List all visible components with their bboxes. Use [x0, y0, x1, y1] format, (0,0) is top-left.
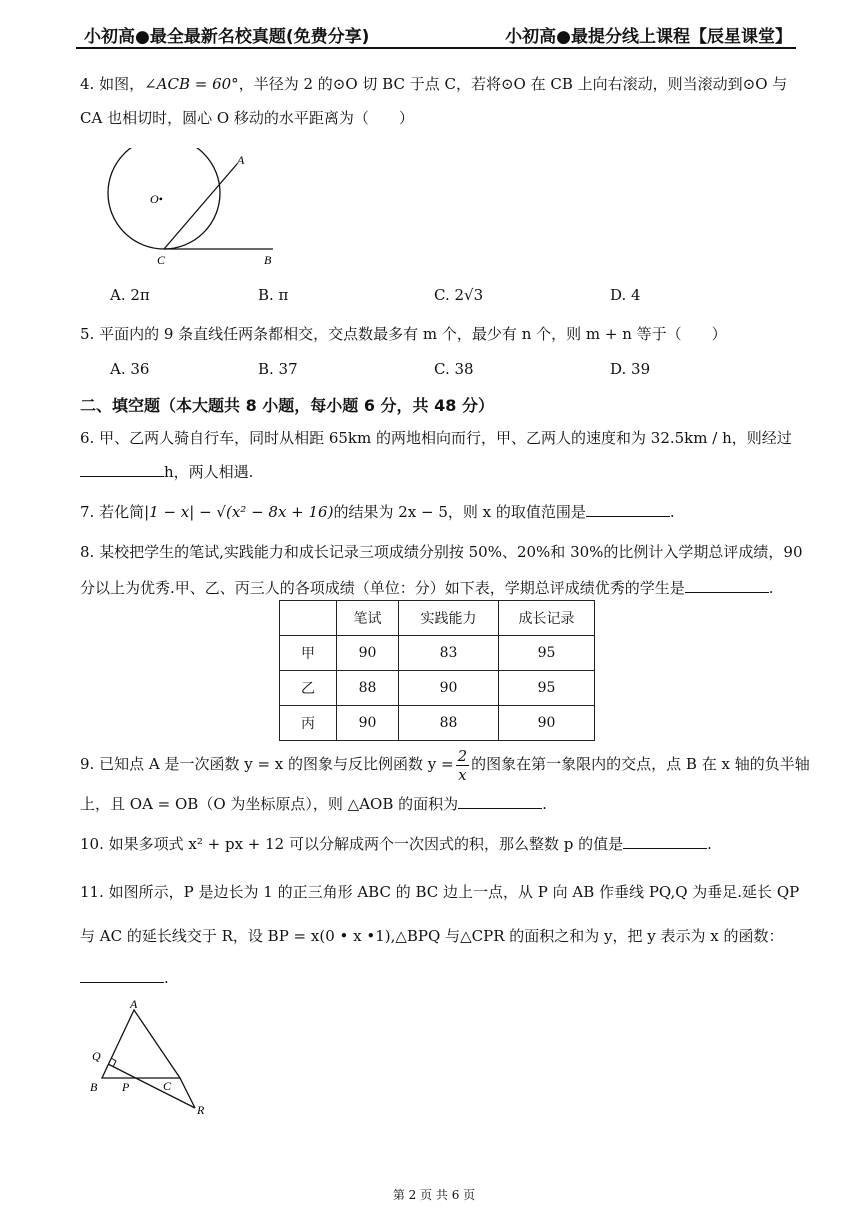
q4-line1-rest: ，半径为 2 的⊙O 切 BC 于点 C，若将⊙O 在 CB 上向右滚动，则当滚动到⊙O 与 — [238, 75, 788, 93]
q9-line1 — [80, 744, 810, 784]
q11-line1: 11. 如图所示，P 是边长为 1 的正三角形 ABC 的 BC 边上一点，从 P 向 AB 作垂线 PQ,Q 为垂足.延长 QP — [80, 883, 800, 901]
q11-line3 — [80, 968, 169, 988]
q4-label-o: O• — [150, 192, 163, 206]
q9-line2-end: . — [542, 795, 547, 813]
table-row — [280, 636, 595, 671]
q10-line — [80, 834, 712, 854]
q4-figure — [100, 148, 300, 272]
q4-option-a: A. 2π — [110, 286, 150, 304]
table-row — [280, 706, 595, 741]
q8-line2-text: 分以上为优秀.甲、乙、丙三人的各项成绩（单位：分）如下表，学期总评成绩优秀的学生是 — [80, 579, 685, 597]
q11-line2: 与 AC 的延长线交于 R，设 BP = x(0 • x •1),△BPQ 与△CPR 的面积之和为 y，把 y 表示为 x 的函数： — [80, 927, 784, 945]
table-header-cell: 实践能力 — [399, 601, 499, 636]
q11-line3-end: . — [164, 969, 169, 987]
q5-text: 5. 平面内的 9 条直线任两条都相交，交点数最多有 m 个，最少有 n 个，则 m + n 等于（ ） — [80, 325, 727, 343]
q11-label-p: P — [122, 1080, 130, 1094]
table-cell: 95 — [499, 636, 595, 671]
q7-answer-blank[interactable] — [586, 502, 670, 517]
q4-label-b: B — [264, 253, 272, 267]
q4-line2: CA 也相切时，圆心 O 移动的水平距离为（ ） — [80, 109, 414, 127]
q11-answer-blank[interactable] — [80, 968, 164, 983]
q4-circle — [108, 148, 220, 249]
q7-text-start: 7. 若化简 — [80, 503, 145, 521]
page-footer: 第 2 页 共 6 页 — [392, 1188, 476, 1202]
q8-line2-end: . — [768, 579, 774, 597]
section-title: 二、填空题（本大题共 8 小题，每小题 6 分，共 48 分） — [80, 396, 494, 415]
header-divider — [76, 47, 796, 49]
q6-answer-blank[interactable] — [80, 462, 164, 477]
q5-option-b: B. 37 — [258, 360, 298, 378]
q6-line1: 6. 甲、乙两人骑自行车，同时从相距 65km 的两地相向而行，甲、乙两人的速度和为 32.5km / h，则经过 — [80, 429, 792, 447]
table-header-row — [280, 601, 595, 636]
q9-fraction-denominator: x — [458, 765, 467, 784]
q11-label-a: A — [130, 998, 138, 1011]
q4-label-c: C — [157, 253, 166, 267]
table-cell: 88 — [337, 671, 399, 706]
q5-option-d: D. 39 — [610, 360, 651, 378]
q11-label-b: B — [90, 1080, 98, 1094]
q11-label-c: C — [163, 1079, 172, 1093]
header-right: 小初高●最提分线上课程【辰星课堂】 — [505, 27, 792, 47]
q9-line2 — [80, 794, 547, 814]
q6-line2 — [80, 462, 253, 482]
q9-answer-blank[interactable] — [458, 794, 542, 809]
q8-answer-blank[interactable] — [685, 578, 769, 593]
table-cell: 90 — [499, 706, 595, 741]
q4-option-d: D. 4 — [610, 286, 641, 304]
table-cell: 83 — [399, 636, 499, 671]
header-left: 小初高●最全最新名校真题(免费分享) — [84, 27, 370, 47]
q10-text: 10. 如果多项式 x² + px + 12 可以分解成两个一次因式的积，那么整数 p 的值是 — [80, 835, 624, 853]
q9-fraction — [456, 747, 470, 784]
q9-fraction-numerator: 2 — [457, 746, 468, 765]
table-row — [280, 671, 595, 706]
q4-line1 — [80, 74, 787, 94]
table-cell: 90 — [337, 636, 399, 671]
q4-angle: ∠ACB = 60° — [144, 75, 239, 93]
q4-option-c: C. 2√3 — [434, 286, 484, 304]
score-table — [279, 600, 595, 741]
q9-line1-start: 9. 已知点 A 是一次函数 y = x 的图象与反比例函数 y = — [80, 755, 454, 773]
q8-line2 — [80, 578, 774, 598]
q7-line — [80, 502, 675, 522]
table-header-cell — [280, 601, 337, 636]
q4-label-a: A — [237, 153, 245, 167]
q10-answer-blank[interactable] — [623, 834, 707, 849]
q11-figure — [86, 998, 216, 1118]
q11-triangle-abc — [102, 1010, 180, 1078]
q4-line1-start: 4. 如图， — [80, 75, 145, 93]
q9-line2-text: 上，且 OA = OB（O 为坐标原点），则 △AOB 的面积为 — [80, 795, 459, 813]
q8-line1: 8. 某校把学生的笔试,实践能力和成长记录三项成绩分别按 50%、20%和 30%的比例计入学期总评成绩，90 — [80, 543, 803, 561]
q10-end: . — [707, 835, 712, 853]
q7-text-end: . — [669, 503, 675, 521]
q7-text-mid: 的结果为 2x − 5，则 x 的取值范围是 — [333, 503, 586, 521]
table-cell: 乙 — [280, 671, 337, 706]
q6-line2-text: h，两人相遇. — [164, 463, 254, 481]
q9-line1-rest: 的图象在第一象限内的交点，点 B 在 x 轴的负半轴 — [471, 755, 810, 773]
q11-label-r: R — [197, 1103, 205, 1117]
table-cell: 90 — [337, 706, 399, 741]
table-cell: 90 — [399, 671, 499, 706]
q11-label-q: Q — [92, 1049, 101, 1063]
table-header-cell: 成长记录 — [499, 601, 595, 636]
table-cell: 甲 — [280, 636, 337, 671]
q5-option-c: C. 38 — [434, 360, 474, 378]
q5-option-a: A. 36 — [110, 360, 150, 378]
table-cell: 95 — [499, 671, 595, 706]
q7-expression: |1 − x| − √(x² − 8x + 16) — [144, 503, 334, 521]
table-header-cell: 笔试 — [337, 601, 399, 636]
table-cell: 丙 — [280, 706, 337, 741]
q4-option-b: B. π — [258, 286, 289, 304]
table-cell: 88 — [399, 706, 499, 741]
